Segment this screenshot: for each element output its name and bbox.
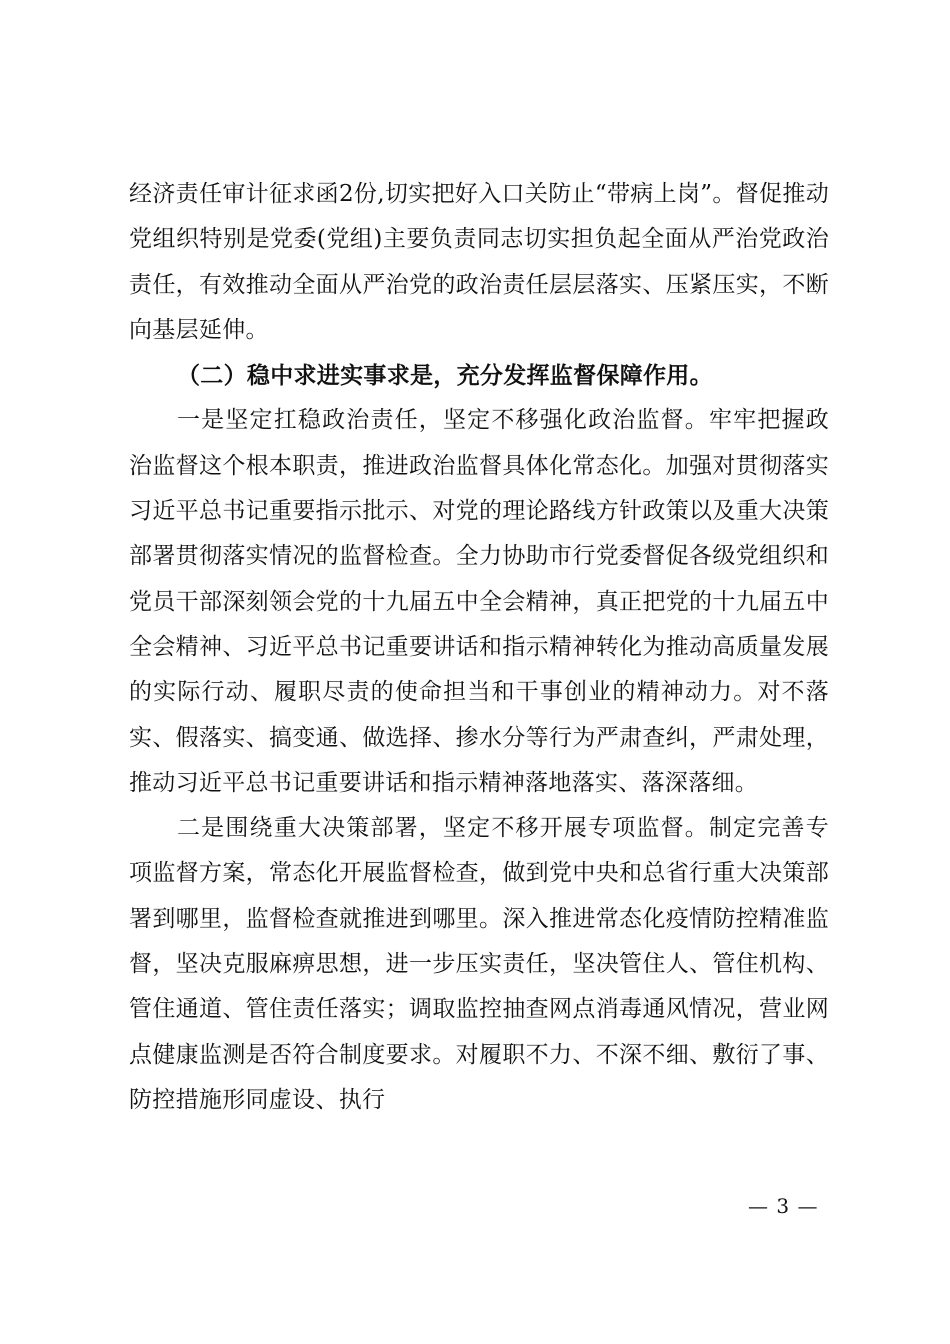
section-heading: （二）稳中求进实事求是，充分发挥监督保障作用。: [177, 362, 713, 390]
page-number: — 3 —: [748, 1194, 819, 1218]
paragraph-political-supervision: 一是坚定扛稳政治责任，坚定不移强化政治监督。牢牢把握政治监督这个根本职责，推进政治监督具体化常态化。加强对贯彻落实习近平总书记重要指示批示、对党的理论路线方针政策以及重大决策部署贯彻落实情况的监督检查。全力协助市行党委督促各级党组织和党员干部深刻领会党的十九届五中全会精神，真正把党的十九届五中全会精神、习近平总书记重要讲话和指示精神转化为推动高质量发展的实际行动、履职尽责的使命担当和干事创业的精神动力。对不落实、假落实、搞变通、做选择、掺水分等行为严肃查纠，严肃处理，推动习近平总书记重要讲话和指示精神落地落实、落深落细。: [129, 407, 829, 796]
paragraph-special-supervision: 二是围绕重大决策部署，坚定不移开展专项监督。制定完善专项监督方案，常态化开展监督检查，做到党中央和总省行重大决策部署到哪里，监督检查就推进到哪里。深入推进常态化疫情防控精准监督，坚决克服麻痹思想，进一步压实责任，坚决管住人、管住机构、管住通道、管住责任落实；调取监控抽查网点消毒通风情况，营业网点健康监测是否符合制度要求。对履职不力、不深不细、敷衍了事、防控措施形同虚设、执行: [129, 815, 829, 1113]
document-body: [129, 172, 829, 1123]
paragraph-continuation: 经济责任审计征求函2份,切实把好入口关防止“带病上岗”。督促推动党组织特别是党委(党组)主要负责同志切实担负起全面从严治党政治责任，有效推动全面从严治党的政治责任层层落实、压紧压实，不断向基层延伸。: [129, 181, 829, 343]
